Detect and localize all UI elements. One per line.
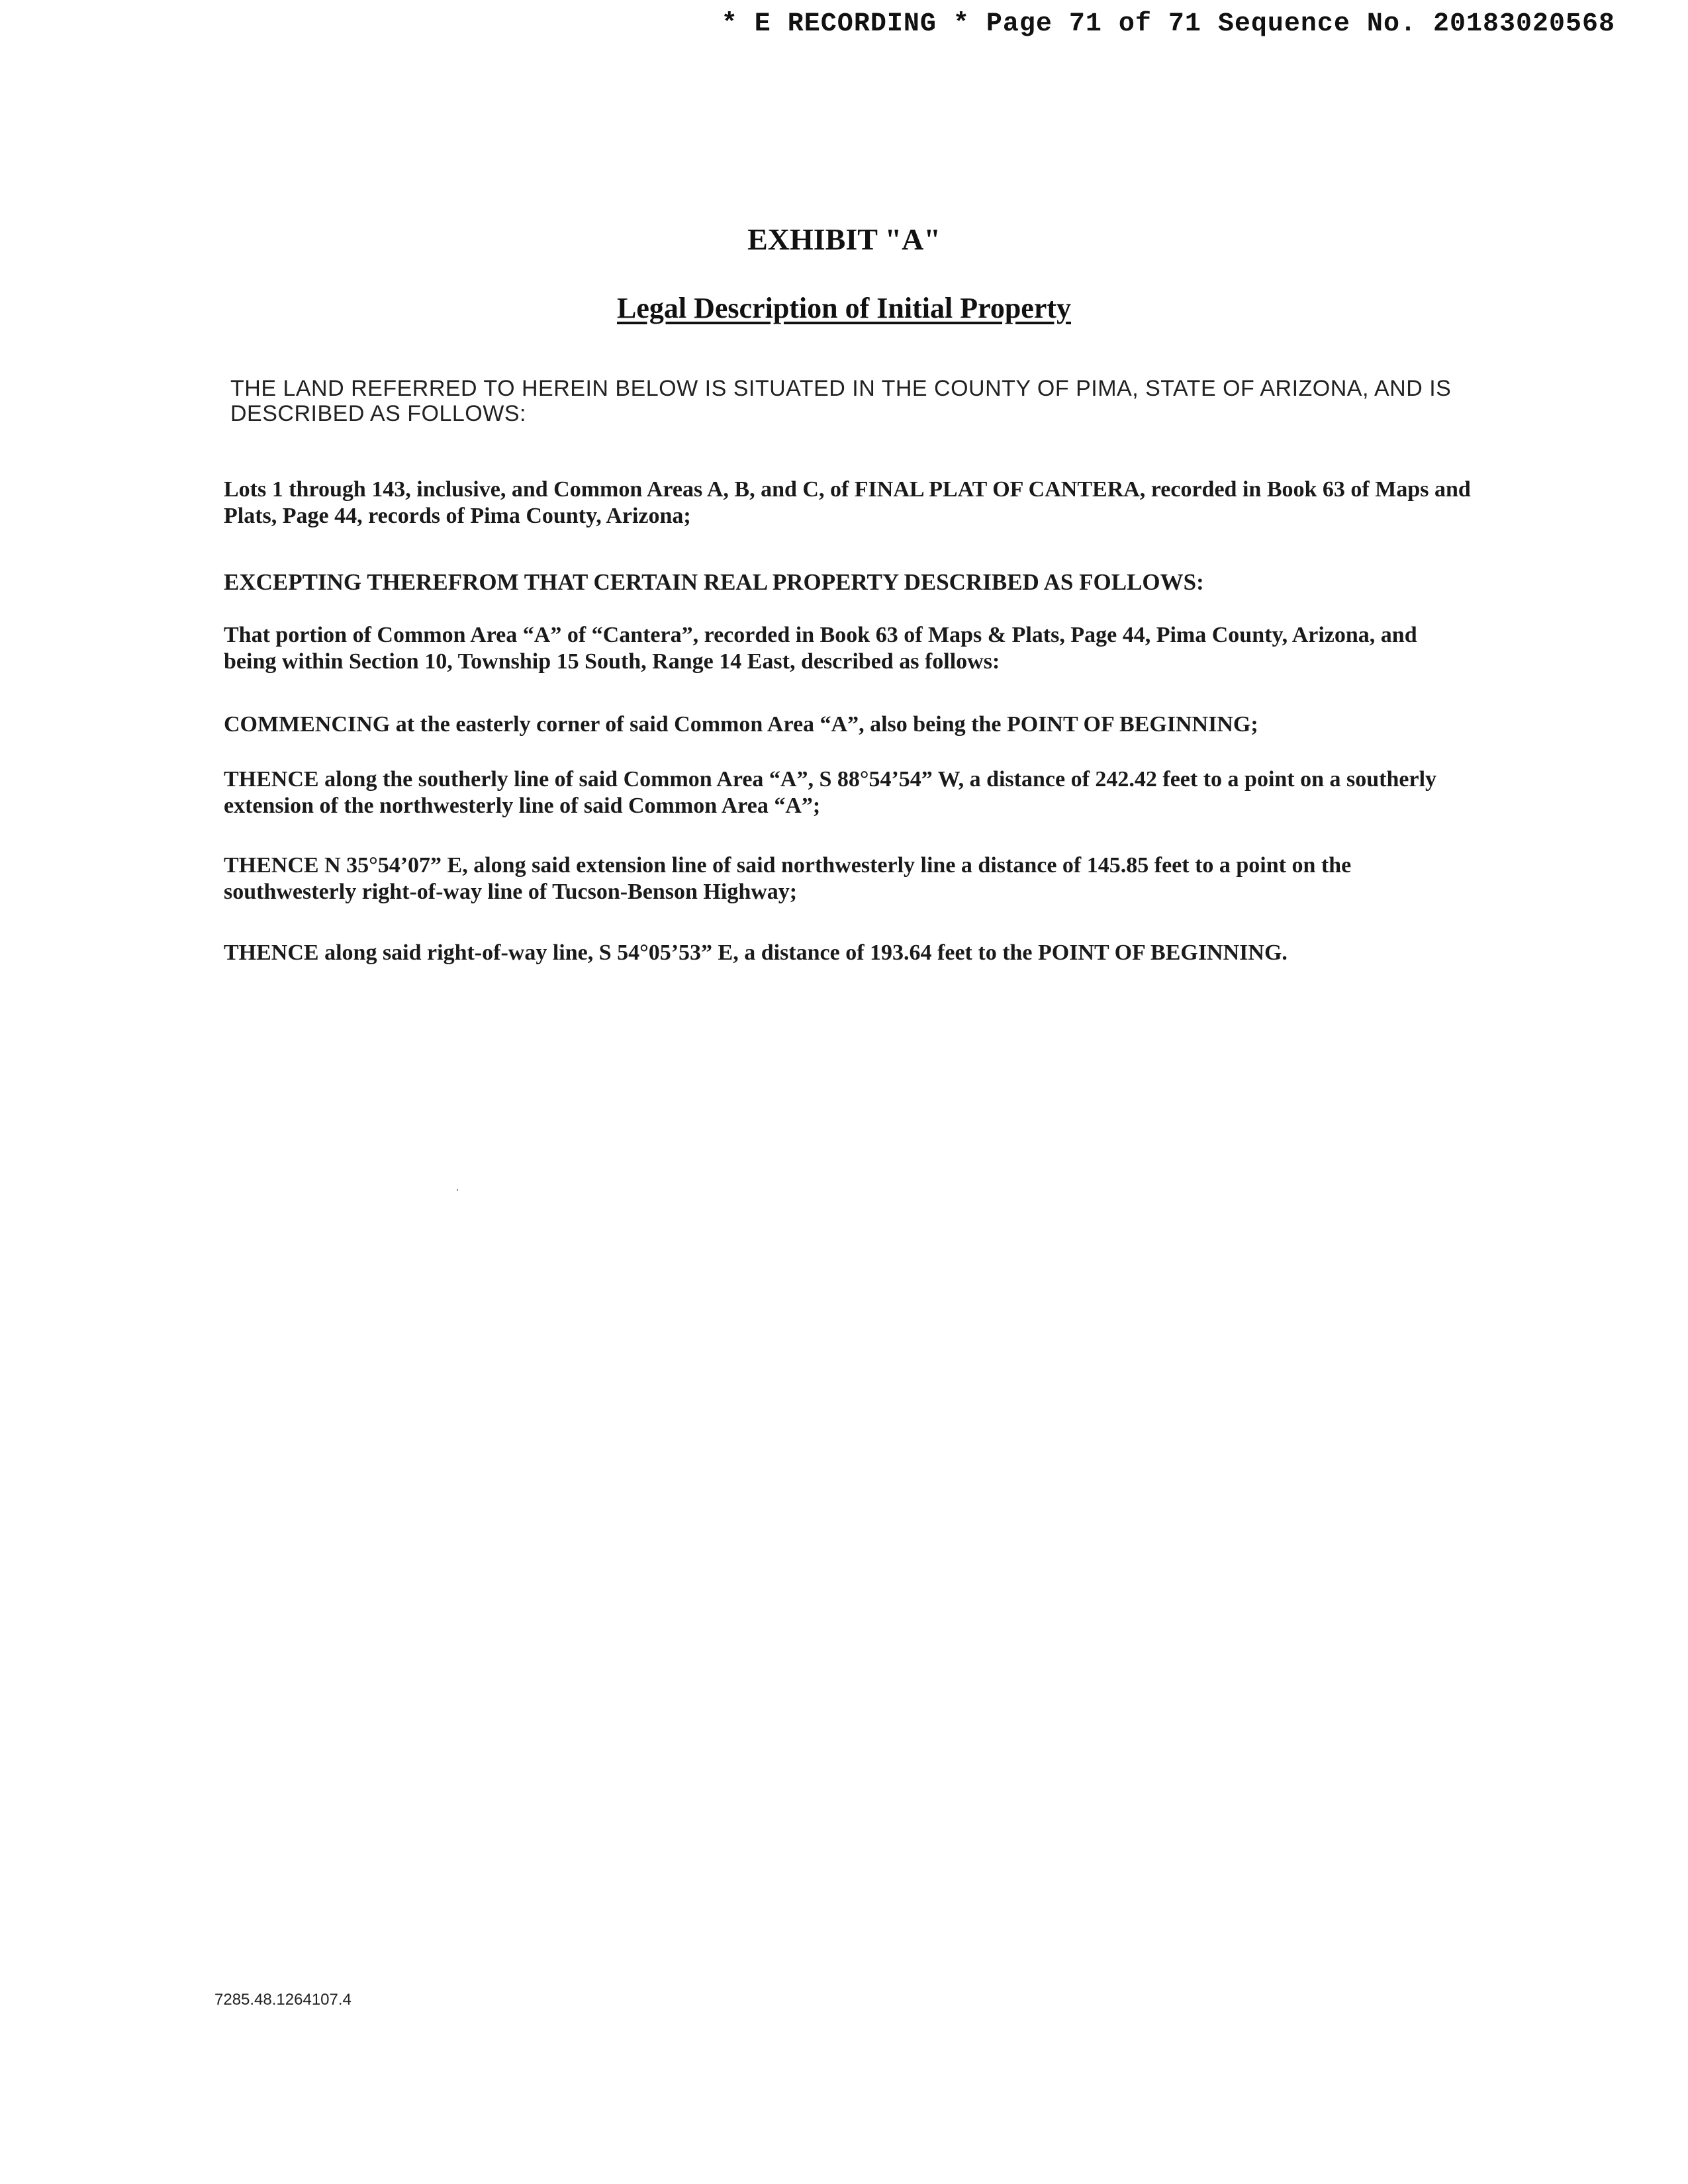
recording-header: * E RECORDING * Page 71 of 71 Sequence No. 20183020568 xyxy=(721,9,1615,39)
thence-north-paragraph: THENCE N 35°54’07” E, along said extension line of said northwesterly line a distance of 145.85 feet to a point on the southwesterly right-of-way line of Tucson-Benson Highway; xyxy=(224,853,1352,904)
portion-paragraph: That portion of Common Area “A” of “Cantera”, recorded in Book 63 of Maps & Plats, Page 44, Pima County, Arizona, and being within Section 10, Township 15 South, Range 14 East, described as follows: xyxy=(224,623,1417,674)
thence-southerly-paragraph: THENCE along the southerly line of said Common Area “A”, S 88°54’54” W, a distance of 242.42 feet to a point on a southerly extension of the northwesterly line of said Common Area “A”; xyxy=(224,767,1437,818)
footer-document-id: 7285.48.1264107.4 xyxy=(214,1991,352,2009)
commencing-paragraph: COMMENCING at the easterly corner of said Common Area “A”, also being the POINT OF BEGINNING; xyxy=(224,712,1258,737)
thence-right-of-way-paragraph: THENCE along said right-of-way line, S 54°05’53” E, a distance of 193.64 feet to the POINT OF BEGINNING. xyxy=(224,940,1288,965)
exhibit-title: EXHIBIT "A" xyxy=(747,222,941,256)
lots-paragraph: Lots 1 through 143, inclusive, and Common Areas A, B, and C, of FINAL PLAT OF CANTERA, recorded in Book 63 of Maps and Plats, Page 44, records of Pima County, Arizona; xyxy=(224,477,1471,528)
excepting-paragraph: EXCEPTING THEREFROM THAT CERTAIN REAL PROPERTY DESCRIBED AS FOLLOWS: xyxy=(224,569,1204,595)
scan-speck xyxy=(457,1189,458,1191)
intro-paragraph: THE LAND REFERRED TO HEREIN BELOW IS SITUATED IN THE COUNTY OF PIMA, STATE OF ARIZONA, AND IS DESCRIBED AS FOLLOWS: xyxy=(230,376,1452,426)
exhibit-subtitle: Legal Description of Initial Property xyxy=(617,292,1071,324)
